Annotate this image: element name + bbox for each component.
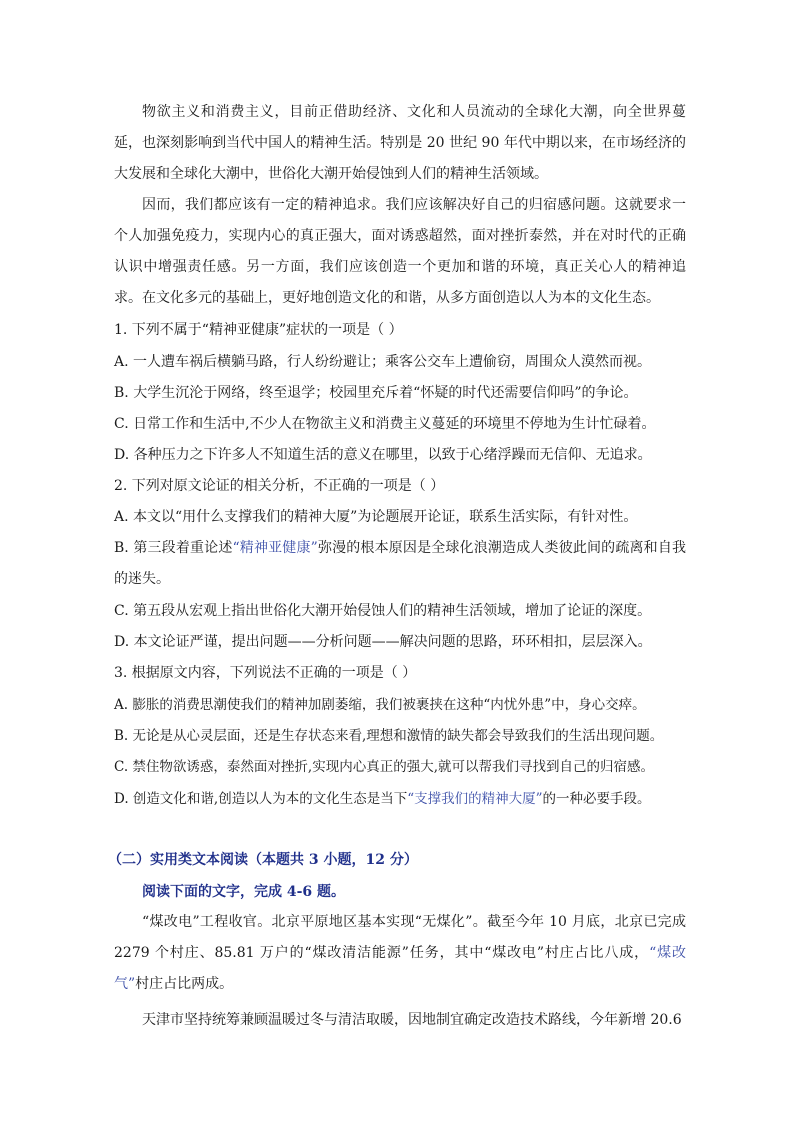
question-2-option-a: A. 本文以“用什么支撑我们的精神大厦”为论题展开论证，联系生活实际，有针对性。 <box>114 509 638 525</box>
question-3-option-c: C. 禁住物欲诱惑，泰然面对挫折,实现内心真正的强大,就可以帮我们寻找到自己的归宿感。 <box>114 759 655 775</box>
section-2-paragraph-2: 天津市坚持统筹兼顾温暖过冬与清洁取暖，因地制宜确定改造技术路线，今年新增 20.6 <box>142 1012 682 1028</box>
question-1-option-b: B. 大学生沉沦于网络，终至退学；校园里充斥着“怀疑的时代还需要信仰吗”的争论。 <box>114 385 638 401</box>
passage-paragraph-2: 因而，我们都应该有一定的精神追求。我们应该解决好自己的归宿感问题。这就要求一个人加强免疫力，实现内心的真正强大，面对诱惑超然，面对挫折泰然，并在对时代的正确认识中增强责任感。另一方面，我们应该创造一个更加和谐的环境，真正关心人的精神追求。在文化多元的基础上，更好地创造文化的和谐，从多方面创造以人为本的文化生态。 <box>114 197 686 306</box>
question-2-option-d: D. 本文论证严谨，提出问题——分析问题——解决问题的思路，环环相扣，层层深入。 <box>114 634 652 650</box>
question-2-stem: 2. 下列对原文论证的相关分析，不正确的一项是（ ） <box>114 478 445 494</box>
option-b-highlight: “精神亚健康” <box>232 540 318 556</box>
question-2-option-b <box>114 533 686 595</box>
option-b-rest: 弥漫的根本原因是全球化浪潮造成人类彼此间的疏离和自我的迷失。 <box>114 540 686 587</box>
option-d-prefix: D. 创造文化和谐,创造以人为本的文化生态是当下 <box>114 791 408 807</box>
question-3-option-b: B. 无论是从心灵层面，还是生存状态来看,理想和激情的缺失都会导致我们的生活出现问题。 <box>114 728 664 744</box>
s2p1-highlight-2: 气” <box>114 976 136 992</box>
question-3-stem: 3. 根据原文内容，下列说法不正确的一项是（ ） <box>114 665 417 681</box>
question-3-option-a: A. 膨胀的消费思潮使我们的精神加剧萎缩，我们被裹挟在这种“内忧外患”中，身心交瘁。 <box>114 697 646 713</box>
passage-paragraph-1: 物欲主义和消费主义，目前正借助经济、文化和人员流动的全球化大潮，向全世界蔓延，也深刻影响到当代中国人的精神生活。特别是 20 世纪 90 年代中期以来，在市场经济的大发展和全球化大潮中，世俗化大潮开始侵蚀到人们的精神生活领域。 <box>114 104 686 182</box>
section-2-instruction: 阅读下面的文字，完成 4-6 题。 <box>142 884 346 900</box>
s2p1-prefix: “煤改电”工程收官。北京平原地区基本实现“无煤化”。截至今年 10 月底，北京已完成 2279 个村庄、85.81 万户的“煤改清洁能源”任务，其中“煤改电”村庄占比八成， <box>114 914 686 961</box>
s2p1-highlight: “煤改 <box>649 945 686 961</box>
question-2-option-c: C. 第五段从宏观上指出世俗化大潮开始侵蚀人们的精神生活领域，增加了论证的深度。 <box>114 603 652 619</box>
section-2-title: （二）实用类文本阅读（本题共 3 小题，12 分） <box>108 852 418 868</box>
option-b-prefix: B. 第三段着重论述 <box>114 540 233 556</box>
question-1-stem: 1. 下列不属于“精神亚健康”症状的一项是（ ） <box>114 322 403 338</box>
option-d-highlight: “支撑我们的精神大厦” <box>407 791 543 807</box>
question-1-option-c: C. 日常工作和生活中,不少人在物欲主义和消费主义蔓延的环境里不停地为生计忙碌着。 <box>114 416 656 432</box>
s2p1-rest: 村庄占比两成。 <box>135 976 234 992</box>
section-2-paragraph-1 <box>114 907 686 1000</box>
question-3-option-d <box>114 789 690 809</box>
question-1-option-d: D. 各种压力之下许多人不知道生活的意义在哪里，以致于心绪浮躁而无信仰、无追求。 <box>114 447 652 463</box>
question-1-option-a: A. 一人遭车祸后横躺马路，行人纷纷避让；乘客公交车上遭偷窃，周围众人漠然而视。 <box>114 354 652 370</box>
option-d-rest: 的一种必要手段。 <box>542 791 651 807</box>
